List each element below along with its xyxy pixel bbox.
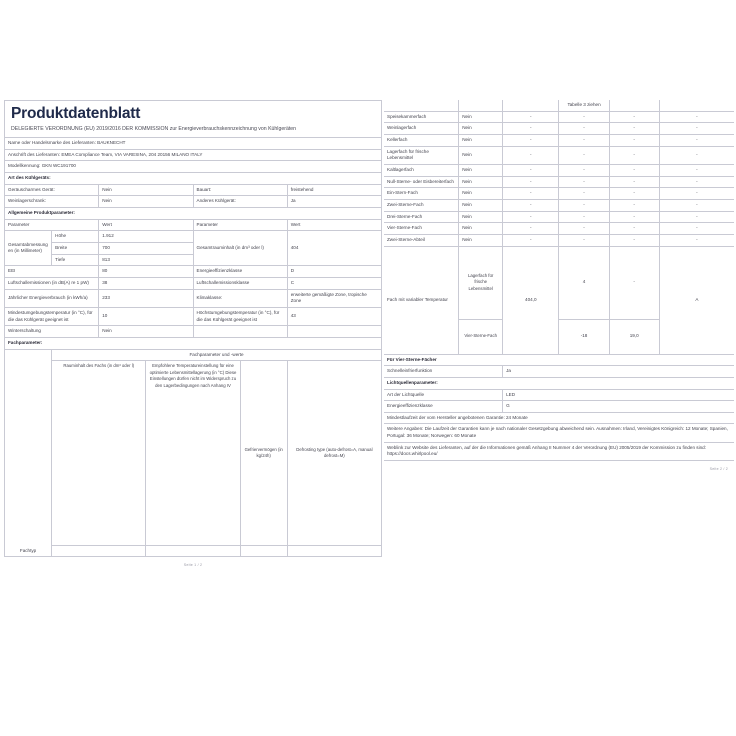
compartment-present-2: Nein [459, 134, 503, 146]
compartment-freeze-3: - [609, 146, 659, 164]
model-value: GKN WC191700 [41, 163, 76, 169]
page2-defrost-blank [659, 100, 734, 111]
compartment-defrost-9: - [659, 223, 734, 235]
light-type-value: LED [503, 389, 734, 401]
compartment-defrost-0: - [659, 111, 734, 123]
supplier-address-label: Anschrift des Lieferanten: [8, 151, 61, 157]
compartment-name-8: Drei-Sterne-Fach [384, 211, 459, 223]
compartment-present-6: Nein [459, 188, 503, 200]
compartment-present-7: Nein [459, 199, 503, 211]
other-appliance-label: Anderes Kühlgerät: [193, 196, 287, 208]
compartment-volume-7: - [503, 199, 559, 211]
compartment-name-0: Speisekammerfach [384, 111, 459, 123]
supplier-name-value: BAUKNECHT [97, 140, 126, 146]
noise-class-label: Luftschallemissionsklasse [193, 277, 287, 289]
compartment-present-3: Nein [459, 146, 503, 164]
compartment-temp-7: - [559, 199, 609, 211]
winter-setting-label: Winterschaltung [5, 326, 99, 338]
variable-temp-label: Fach mit variabler Temperatur [384, 246, 459, 354]
four-star-section-header: Für Vier-Sterne-Fächer [384, 354, 734, 366]
supplier-name-label: Name oder Handelsmarke des Lieferanten: [8, 140, 96, 146]
dimension-axis-depth: Tiefe [52, 254, 99, 266]
warranty-value: 24 Monate [506, 414, 528, 420]
weblink-value[interactable]: Weblink zur Website des Lieferanten, auf der die Informationen gemäß Anhang II Nummer 4 der Verordnung (EU) 2005/2019 der Kommission zu finden sind: https://docs.whirlpool.eu/ [384, 442, 734, 460]
wine-cabinet-label: Weinlagerschrank: [5, 196, 99, 208]
compartment-temp-5: - [559, 176, 609, 188]
table-row [384, 176, 734, 188]
general-params-column-headers [5, 219, 382, 231]
compartment-name-5: Null-Sterne- oder Eisbereiterfach [384, 176, 459, 188]
dimension-axis-width: Breite [52, 243, 99, 255]
compartment-defrost-10: - [659, 234, 734, 246]
compartment-temp-1: - [559, 123, 609, 135]
supplier-address-row [5, 149, 382, 161]
page2-volume-blank [503, 100, 559, 111]
page-title: Produktdatenblatt [11, 105, 141, 122]
climate-class-label: Klimaklasse: [193, 289, 287, 307]
compartment-freeze-10: - [609, 234, 659, 246]
general-params-header-row [5, 208, 382, 220]
min-ambient-value: 10 [99, 307, 193, 325]
model-cell [5, 161, 382, 173]
variable-temp-row-upper [384, 246, 734, 319]
supplier-name-row [5, 138, 382, 150]
compartment-name-10: Zwei-Sterne-Abteil [384, 234, 459, 246]
param-row-eei [5, 266, 382, 278]
page2-corner-blank [384, 100, 459, 111]
further-info-label: Weitere Angaben: [387, 426, 424, 432]
page2-compartment-table [384, 100, 734, 461]
compartment-freeze-4: - [609, 164, 659, 176]
annual-consumption-value: 233 [99, 289, 193, 307]
compartment-volume-3: - [503, 146, 559, 164]
compartment-name-4: Kaltlagerfach [384, 164, 459, 176]
compartment-freeze-9: - [609, 223, 659, 235]
compartment-temp-2: - [559, 134, 609, 146]
compartment-freezing-body [240, 546, 287, 557]
compartment-volume-10: - [503, 234, 559, 246]
light-type-row [384, 389, 734, 401]
compartment-present-1: Nein [459, 123, 503, 135]
compartment-span-header: Fachparameter und -werte [52, 349, 382, 361]
col-header-parameter-2: Parameter [193, 219, 287, 231]
param-row-winter [5, 326, 382, 338]
light-section-row [384, 377, 734, 389]
supplier-address-cell [5, 149, 382, 161]
four-star-header-row [384, 354, 734, 366]
col-header-compartment-volume: Rauminhalt des Fachs (in dm³ oder l) [52, 361, 146, 546]
compartment-volume-2: - [503, 134, 559, 146]
table-row [384, 223, 734, 235]
table-row [384, 188, 734, 200]
compartment-volume-4: - [503, 164, 559, 176]
compartment-name-7: Zwei-Sterne-Fach [384, 199, 459, 211]
dimension-value-height: 1.912 [99, 231, 193, 243]
max-ambient-label: Höchstumgebungstemperatur (in °C), für die das Kühlgerät geeignet ist [193, 307, 287, 325]
dimension-axis-height: Höhe [52, 231, 99, 243]
compartment-type-corner [5, 349, 52, 546]
compartment-defrost-3: - [659, 146, 734, 164]
compartment-present-0: Nein [459, 111, 503, 123]
fast-freeze-row [384, 366, 734, 378]
noise-label: Luftschallemissionen (in dB(A) re 1 pW) [5, 277, 99, 289]
table-row [384, 199, 734, 211]
noise-class-value: C [287, 277, 381, 289]
warranty-label: Mindestlaufzeit der vom Hersteller angebotenen Garantie: [387, 414, 505, 420]
warranty-row [384, 412, 734, 424]
compartment-defrost-8: - [659, 211, 734, 223]
param-row-consumption [5, 289, 382, 307]
light-class-value: G [503, 401, 734, 413]
light-section-label: Lichtquellenparameter: [384, 377, 734, 389]
eei-value: 80 [99, 266, 193, 278]
page1-table [4, 100, 382, 557]
param-row-temperature [5, 307, 382, 325]
total-volume-value: 404 [287, 231, 381, 266]
min-ambient-label: Mindestumgebungstemperatur (in °C), für die das Kühlgerät geeignet ist [5, 307, 99, 325]
appliance-type-row-0 [5, 184, 382, 196]
compartment-freeze-0: - [609, 111, 659, 123]
total-volume-label: Gesamtrauminhalt (in dm³ oder l) [193, 231, 287, 266]
compartment-freeze-7: - [609, 199, 659, 211]
title-row [5, 101, 382, 138]
compartment-temp-8: - [559, 211, 609, 223]
compartment-temperature-body [146, 546, 240, 557]
low-noise-value: Nein [99, 184, 193, 196]
col-header-compartment-freezing: Gefriervermögen (in kg/24h) [240, 361, 287, 546]
noise-value: 38 [99, 277, 193, 289]
light-type-label: Art der Lichtquelle [384, 389, 503, 401]
dimension-value-depth: 813 [99, 254, 193, 266]
energy-class-label: Energieeffizienzklasse [193, 266, 287, 278]
table-row [384, 134, 734, 146]
table-row [384, 111, 734, 123]
compartment-volume-body [52, 546, 146, 557]
variable-defrost-value: A [659, 246, 734, 354]
compartment-name-2: Kellerfach [384, 134, 459, 146]
low-noise-label: Geräuscharmes Gerät: [5, 184, 99, 196]
compartment-name-6: Ein-Stern-Fach [384, 188, 459, 200]
compartment-volume-0: - [503, 111, 559, 123]
variable-temp-volume: 404,0 [503, 246, 559, 354]
datasheet-page-2 [384, 100, 734, 588]
compartment-volume-9: - [503, 223, 559, 235]
compartment-defrost-4: - [659, 164, 734, 176]
energy-class-value: D [287, 266, 381, 278]
appliance-type-row-1 [5, 196, 382, 208]
compartment-name-9: Vier-Sterne-Fach [384, 223, 459, 235]
fast-freeze-label: Schnelleinfrierfunktion [384, 366, 503, 378]
compartment-name-3: Lagerfach für frische Lebensmittel [384, 146, 459, 164]
weblink-row [384, 442, 734, 460]
annual-consumption-label: Jährlicher Energieverbrauch (in kWh/a) [5, 289, 99, 307]
table-row [384, 146, 734, 164]
compartment-volume-6: - [503, 188, 559, 200]
variable-temp-sub-fresh: Lagerfach für frische Lebensmittel [459, 246, 503, 319]
model-label: Modellkennung: [8, 163, 41, 169]
compartment-temp-9: - [559, 223, 609, 235]
other-appliance-value: Ja [287, 196, 381, 208]
construction-label: Bauart: [193, 184, 287, 196]
further-info-row [384, 424, 734, 442]
page2-header-row [384, 100, 734, 111]
winter-spacer-1 [193, 326, 287, 338]
climate-class-value: erweiterte gemäßigte Zone, tropische Zone [287, 289, 381, 307]
col-header-compartment-temperature: Empfohlene Temperatureinstellung für eine optimierte Lebensmittellagerung (in °C) Diese Einstellungen dürfen nicht im Widerspruch zu den Lagerbedingungen nach Anhang IV [146, 361, 240, 546]
compartment-defrost-1: - [659, 123, 734, 135]
compartment-column-headers-row [5, 361, 382, 546]
wine-cabinet-value: Nein [99, 196, 193, 208]
datasheet-page-1 [4, 100, 382, 630]
compartment-defrost-6: - [659, 188, 734, 200]
variable-temp-value-1: 4 [559, 246, 609, 319]
compartment-volume-5: - [503, 176, 559, 188]
compartment-present-9: Nein [459, 223, 503, 235]
page1-footer: Seite 1 / 2 [183, 563, 203, 568]
compartment-name-1: Weinlagerfach [384, 123, 459, 135]
variable-temp-sub-fourstar: Vier-Sterne-Fach [459, 319, 503, 354]
supplier-address-value: EMEA Compliance Team, VIA VARESINA, 204 20156 MILANO ITALY [61, 151, 203, 157]
further-info-value: Die Laufzeit der Garantien kann je nach nationaler Gesetzgebung abweichend sein. Ausnahmen: Irland, Vereinigtes Königreich: 12 Monate; Spanien, Portugal: 36 Monate; Norwegen: 60 Monate [387, 426, 728, 439]
table-row [384, 123, 734, 135]
compartment-freeze-2: - [609, 134, 659, 146]
table3-note: Tabelle 3 ziehen [559, 100, 609, 111]
variable-temp-value-2: -18 [559, 319, 609, 354]
further-info-cell [384, 424, 734, 442]
page2-freeze-blank [609, 100, 659, 111]
supplier-name-cell [5, 138, 382, 150]
variable-freeze-value-1: - [609, 246, 659, 319]
table-row [384, 211, 734, 223]
compartment-freeze-8: - [609, 211, 659, 223]
eei-label: EEI [5, 266, 99, 278]
col-header-parameter-1: Parameter [5, 219, 99, 231]
compartment-section-header-row [5, 337, 382, 349]
compartment-temp-10: - [559, 234, 609, 246]
light-class-label: Energieeffizienzklasse [384, 401, 503, 413]
winter-setting-value: Nein [99, 326, 193, 338]
compartment-defrost-body [287, 546, 381, 557]
fast-freeze-value: Ja [503, 366, 734, 378]
model-row [5, 161, 382, 173]
compartment-temp-6: - [559, 188, 609, 200]
table-row [384, 164, 734, 176]
col-header-compartment-defrost: Defrosting type (auto-defrost=A, manual defrost=M) [287, 361, 381, 546]
construction-value: freistehend [287, 184, 381, 196]
compartment-present-4: Nein [459, 164, 503, 176]
compartment-present-5: Nein [459, 176, 503, 188]
col-header-value-1: Wert [99, 219, 193, 231]
max-ambient-value: 43 [287, 307, 381, 325]
compartment-span-header-row [5, 349, 382, 361]
compartment-volume-8: - [503, 211, 559, 223]
compartment-freeze-5: - [609, 176, 659, 188]
general-params-section-label: Allgemeine Produktparameter: [5, 208, 382, 220]
page2-present-blank [459, 100, 503, 111]
compartment-type-label-row [5, 546, 382, 557]
compartment-section-label: Fachparameter: [5, 337, 382, 349]
dimension-row-height [5, 231, 382, 243]
variable-freeze-value-2: 19,0 [609, 319, 659, 354]
col-header-compartment-type: Fachtyp [5, 546, 52, 557]
light-class-row [384, 401, 734, 413]
appliance-type-section-label: Art des Kühlgeräts: [5, 173, 382, 185]
compartment-temp-3: - [559, 146, 609, 164]
compartment-defrost-2: - [659, 134, 734, 146]
winter-spacer-2 [287, 326, 381, 338]
title-cell [5, 101, 382, 138]
compartment-freeze-6: - [609, 188, 659, 200]
page2-footer: Seite 2 / 2 [709, 467, 728, 472]
param-row-noise [5, 277, 382, 289]
warranty-cell [384, 412, 734, 424]
dimensions-label: Gesamtabmessungen (in Millimeter) [5, 231, 52, 266]
table-row [384, 234, 734, 246]
compartment-temp-0: - [559, 111, 609, 123]
compartment-defrost-5: - [659, 176, 734, 188]
compartment-temp-4: - [559, 164, 609, 176]
compartment-present-8: Nein [459, 211, 503, 223]
compartment-present-10: Nein [459, 234, 503, 246]
regulation-subtitle: DELEGIERTE VERORDNUNG (EU) 2019/2016 DER KOMMISSION zur Energieverbrauchskennzeichnung von Kühlgeräten [11, 126, 297, 133]
col-header-value-2: Wert [287, 219, 381, 231]
dimension-value-width: 700 [99, 243, 193, 255]
appliance-type-header-row [5, 173, 382, 185]
compartment-freeze-1: - [609, 123, 659, 135]
compartment-volume-1: - [503, 123, 559, 135]
compartment-defrost-7: - [659, 199, 734, 211]
